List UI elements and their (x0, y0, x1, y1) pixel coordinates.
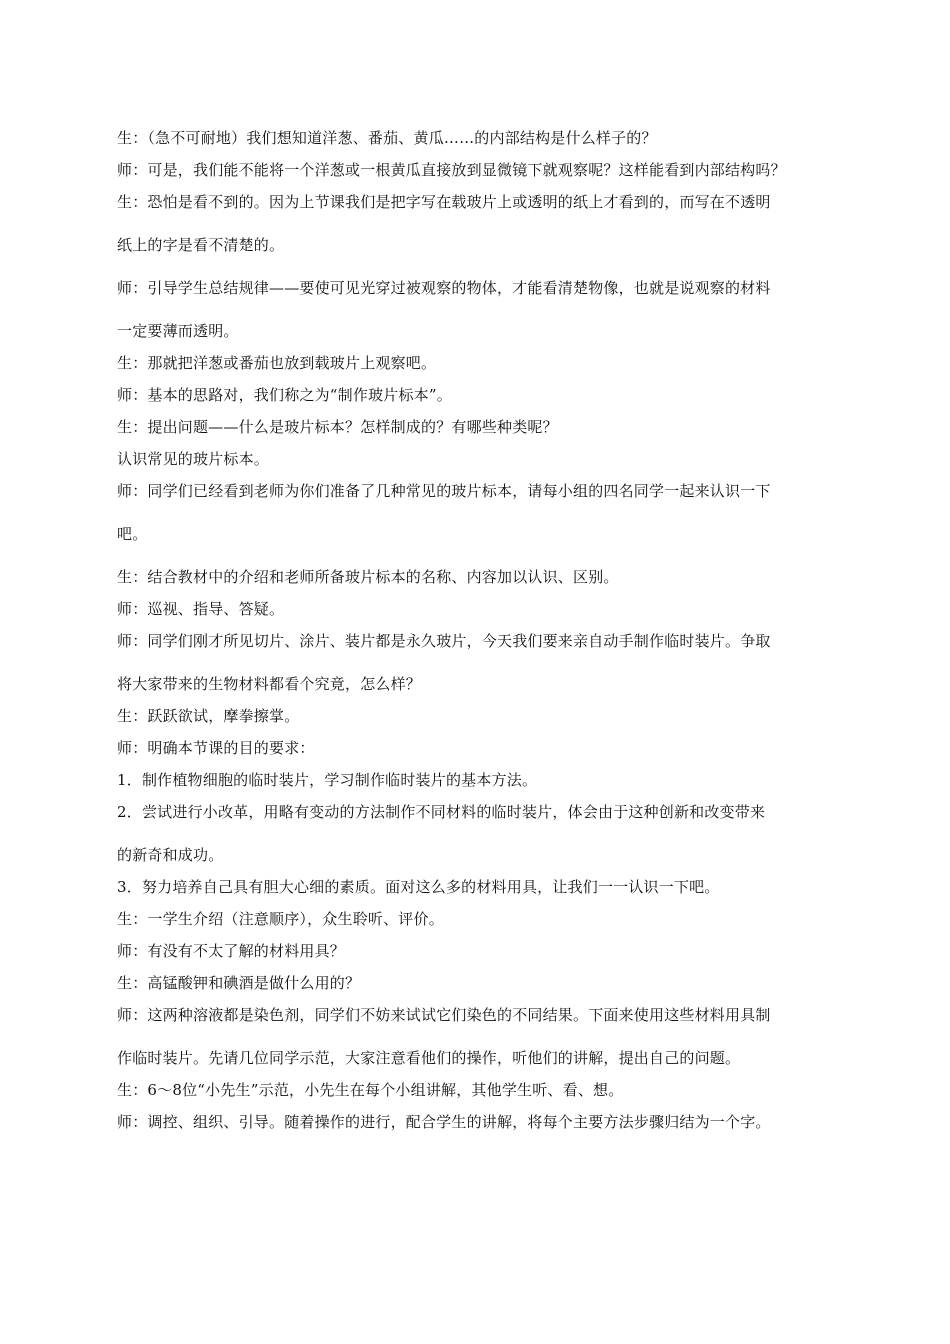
numbered-item-continuation: 的新奇和成功。 (117, 846, 224, 864)
paragraph-line: 师：引导学生总结规律——要使可见光穿过被观察的物体，才能看清楚物像，也就是说观察的材料 (117, 279, 771, 297)
paragraph-line: 生：恐怕是看不到的。因为上节课我们是把字写在载玻片上或透明的纸上才看到的，而写在不透明 (117, 193, 771, 211)
paragraph-line: 师：明确本节课的目的要求： (117, 739, 315, 757)
paragraph-line: 师：调控、组织、引导。随着操作的进行，配合学生的讲解，将每个主要方法步骤归结为一个字。 (117, 1113, 771, 1131)
numbered-item: 1．制作植物细胞的临时装片，学习制作临时装片的基本方法。 (117, 771, 538, 789)
numbered-item: 3．努力培养自己具有胆大心细的素质。面对这么多的材料用具，让我们一一认识一下吧。 (117, 878, 720, 896)
paragraph-line: 师：这两种溶液都是染色剂，同学们不妨来试试它们染色的不同结果。下面来使用这些材料用具制 (117, 1006, 771, 1024)
paragraph-line: 生：（急不可耐地）我们想知道洋葱、番茄、黄瓜……的内部结构是什么样子的？ (117, 129, 657, 147)
paragraph-line: 作临时装片。先请几位同学示范，大家注意看他们的操作，听他们的讲解，提出自己的问题。 (117, 1049, 741, 1067)
document-body (117, 128, 842, 1132)
paragraph-line: 生：一学生介绍（注意顺序），众生聆听、评价。 (117, 910, 444, 928)
paragraph-line: 生：跃跃欲试，摩拳擦掌。 (117, 707, 300, 725)
paragraph-line: 一定要薄而透明。 (117, 322, 239, 340)
paragraph-line: 生：6～8位“小先生”示范，小先生在每个小组讲解，其他学生听、看、想。 (117, 1081, 624, 1099)
numbered-item: 2．尝试进行小改革，用略有变动的方法制作不同材料的临时装片，体会由于这种创新和改变带来 (117, 803, 766, 821)
section-heading: 认识常见的玻片标本。 (117, 450, 270, 468)
paragraph-line: 生：那就把洋葱或番茄也放到载玻片上观察吧。 (117, 354, 437, 372)
paragraph-line: 师：同学们刚才所见切片、涂片、装片都是永久玻片，今天我们要来亲自动手制作临时装片。争取 (117, 632, 771, 650)
paragraph-line: 师：巡视、指导、答疑。 (117, 600, 285, 618)
paragraph-line: 生：高锰酸钾和碘酒是做什么用的？ (117, 974, 361, 992)
paragraph-line: 吧。 (117, 525, 148, 543)
paragraph-line: 师：有没有不太了解的材料用具？ (117, 942, 346, 960)
paragraph-line: 生：提出问题——什么是玻片标本？怎样制成的？有哪些种类呢？ (117, 418, 558, 436)
paragraph-line: 纸上的字是看不清楚的。 (117, 236, 285, 254)
paragraph-line: 将大家带来的生物材料都看个究竟，怎么样？ (117, 675, 422, 693)
paragraph-line: 师：同学们已经看到老师为你们准备了几种常见的玻片标本，请每小组的四名同学一起来认识一下 (117, 482, 771, 500)
paragraph-line: 生：结合教材中的介绍和老师所备玻片标本的名称、内容加以认识、区别。 (117, 568, 619, 586)
paragraph-line: 师：基本的思路对，我们称之为“制作玻片标本”。 (117, 386, 452, 404)
paragraph-line: 师：可是，我们能不能将一个洋葱或一根黄瓜直接放到显微镜下就观察呢？这样能看到内部结构吗？ (117, 161, 786, 179)
